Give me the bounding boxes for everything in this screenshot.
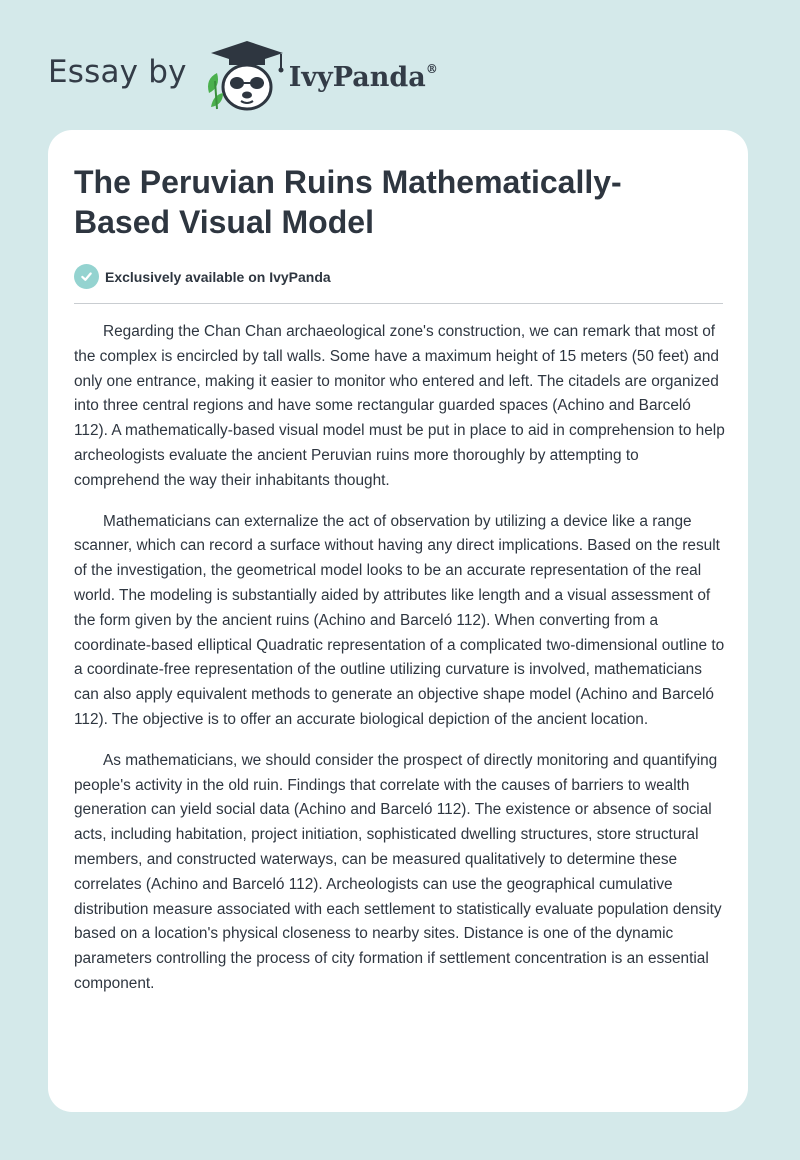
brand-name[interactable] [289, 62, 438, 93]
paragraph: Regarding the Chan Chan archaeological zone's construction, we can remark that most of the complex is encircled by tall walls. Some have a maximum height of 15 meters (50 feet) and only one entrance, making it easier to monitor who entered and left. The citadels are organized into three central regions and have some rectangular guarded spaces (Achino and Barceló 112). A mathematically-based visual model must be put in place to aid in comprehension to help archeologists evaluate the ancient Peruvian ruins more thoroughly by attempting to comprehend the way their inhabitants thought. [74, 323, 725, 489]
paragraph: Mathematicians can externalize the act of observation by utilizing a device like a range scanner, which can record a surface without having any direct implications. Based on the result of the investigation, the geometrical model looks to be an accurate representation of the real world. The modeling is substantially aided by attributes like length and a visual assessment of the form given by the ancient ruins (Achino and Barceló 112). When converting from a coordinate-based elliptical Quadratic representation of a complicated two-dimensional outline to a coordinate-free representation of the outline utilizing curvature is involved, mathematicians can also apply equivalent methods to generate an objective shape model (Achino and Barceló 112). The objective is to offer an accurate biological depiction of the ancient location. [74, 512, 725, 728]
divider [74, 303, 723, 304]
essay-by-label: Essay by [48, 54, 187, 90]
essay-card [48, 130, 748, 1112]
site-header [48, 32, 438, 112]
check-icon [74, 264, 99, 289]
badge-text: Exclusively available on IvyPanda [105, 268, 331, 285]
page-title: The Peruvian Ruins Mathematically-Based Visual Model [74, 164, 622, 240]
exclusive-badge [74, 264, 331, 289]
paragraph: As mathematicians, we should consider the prospect of directly monitoring and quantifying people's activity in the old ruin. Findings that correlate with the causes of barriers to wealth generation can yield social data (Achino and Barceló 112). The existence or absence of social acts, including habitation, project initiation, sophisticated dwelling structures, store structural members, and constructed waterways, can be measured qualitatively to determine these correlates (Achino and Barceló 112). Archeologists can use the geographical cumulative distribution measure associated with each settlement to statistically evaluate population density based on a location's physical closeness to nearby sites. Distance is one of the dynamic parameters controlling the process of city formation if settlement concentration is an essential component. [74, 751, 722, 992]
panda-logo-icon[interactable] [197, 33, 297, 113]
essay-body [74, 320, 726, 1013]
brand-name-text: IvyPanda [288, 61, 426, 93]
trademark-symbol: ® [425, 61, 438, 76]
